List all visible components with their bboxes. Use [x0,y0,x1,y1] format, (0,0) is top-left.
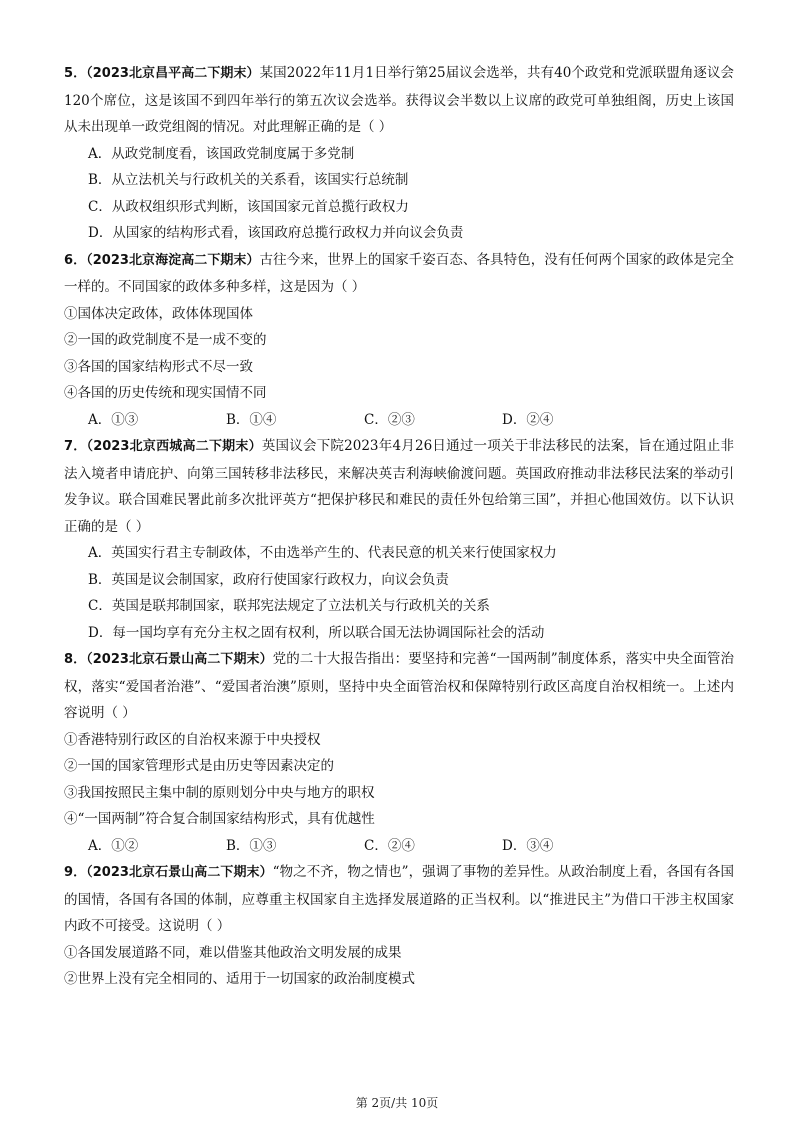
option-b: B．英国是议会制国家，政府行使国家行政权力，向议会负责 [88,571,449,588]
statement-2: ②世界上没有完全相同的、适用于一切国家的政治制度模式 [64,971,415,987]
statement-3: ③我国按照民主集中制的原则划分中央与地方的职权 [64,784,375,801]
question-source: （2023北京石景山高二下期末） [86,865,273,880]
statement-3: ③各国的国家结构形式不尽一致 [64,358,253,375]
choice-a: A．①③ [88,411,139,428]
question-number: 8． [64,652,87,667]
question-number: 7． [64,439,87,454]
question-stem [64,646,734,727]
statement-4: ④“一国两制”符合复合制国家结构形式，具有优越性 [64,811,375,827]
question-text: 古往今来，世界上的国家千姿百态、各具特色，没有任何两个国家的政体是完全一样的。不同国家的政体多种多样，这是因为（ ） [64,251,735,295]
choice-c: C．②④ [364,837,415,854]
choice-row [88,833,734,860]
page-footer: 第 2页/共 10页 [355,1096,439,1110]
question-8 [64,646,734,859]
question-text: 党的二十大报告指出：要坚持和完善“一国两制”制度体系，落实中央全面管治权，落实“爱国者治港”、“爱国者治澳”原则，坚持中央全面管治权和保障特别行政区高度自治权相统一。上述内容说明（ ） [64,651,734,721]
question-source: （2023北京昌平高二下期末） [86,66,260,81]
choice-d: D．③④ [502,837,554,854]
question-text: 英国议会下院2023年4月26日通过一项关于非法移民的法案，旨在通过阻止非法入境者申请庇护、向第三国转移非法移民，来解决英吉利海峡偷渡问题。英国政府推动非法移民法案的举动引发争议。联合国难民署此前多次批评英方“把保护移民和难民的责任外包给第三国”，并担心他国效仿。以下认识正确的是（ ） [64,438,735,535]
statement-2: ②一国的国家管理形式是由历史等因素决定的 [64,758,334,774]
question-source: （2023北京海淀高二下期末） [86,252,260,268]
question-7 [64,433,734,646]
question-6 [64,247,734,434]
question-number: 9． [64,865,87,880]
question-5 [64,60,734,247]
choice-d: D．②④ [502,411,554,428]
question-source: （2023北京西城高二下期末） [86,439,262,454]
option-c: C．从政权组织形式判断，该国国家元首总揽行政权力 [88,198,409,215]
question-stem [64,247,734,301]
statement-1: ①国体决定政体，政体体现国体 [64,305,253,322]
option-a: A．英国实行君主专制政体，不由选举产生的、代表民意的机关来行使国家权力 [88,545,557,561]
statement-1: ①各国发展道路不同，难以借鉴其他政治文明发展的成果 [64,944,402,961]
question-stem [64,859,734,940]
question-number: 6． [64,252,87,268]
option-c: C．英国是联邦制国家，联邦宪法规定了立法机关与行政机关的关系 [88,598,490,614]
question-text: 某国2022年11月1日举行第25届议会选举，共有40个政党和党派联盟角逐议会120个席位，这是该国不到四年举行的第五次议会选举。获得议会半数以上议席的政党可单独组阁，历史上该国从未出现单一政党组阁的情况。对此理解正确的是（ ） [64,65,735,135]
option-b: B．从立法机关与行政机关的关系看，该国实行总统制 [88,172,409,188]
question-list [64,60,734,993]
question-number: 5． [64,66,87,81]
choice-row [88,407,734,434]
question-stem [64,433,734,540]
option-a: A．从政党制度看，该国政党制度属于多党制 [88,145,355,162]
choice-b: B．①③ [226,837,277,854]
choice-b: B．①④ [226,411,277,428]
question-source: （2023北京石景山高二下期末） [86,652,273,667]
choice-a: A．①② [88,837,139,854]
question-9 [64,859,734,993]
option-d: D．每一国均享有充分主权之固有权利，所以联合国无法协调国际社会的活动 [88,624,545,641]
statement-4: ④各国的历史传统和现实国情不同 [64,385,267,401]
statement-1: ①香港特别行政区的自治权来源于中央授权 [64,731,321,748]
question-text: “物之不齐，物之情也”，强调了事物的差异性。从政治制度上看，各国有各国的国情，各国有各国的体制，应尊重主权国家自主选择发展道路的正当权利。以“推进民主”为借口干涉主权国家内政不可接受。这说明（ ） [64,864,734,934]
statement-2: ②一国的政党制度不是一成不变的 [64,332,267,348]
choice-c: C．②③ [364,411,415,428]
option-d: D．从国家的结构形式看，该国政府总揽行政权力并向议会负责 [88,225,464,241]
question-stem [64,60,734,141]
